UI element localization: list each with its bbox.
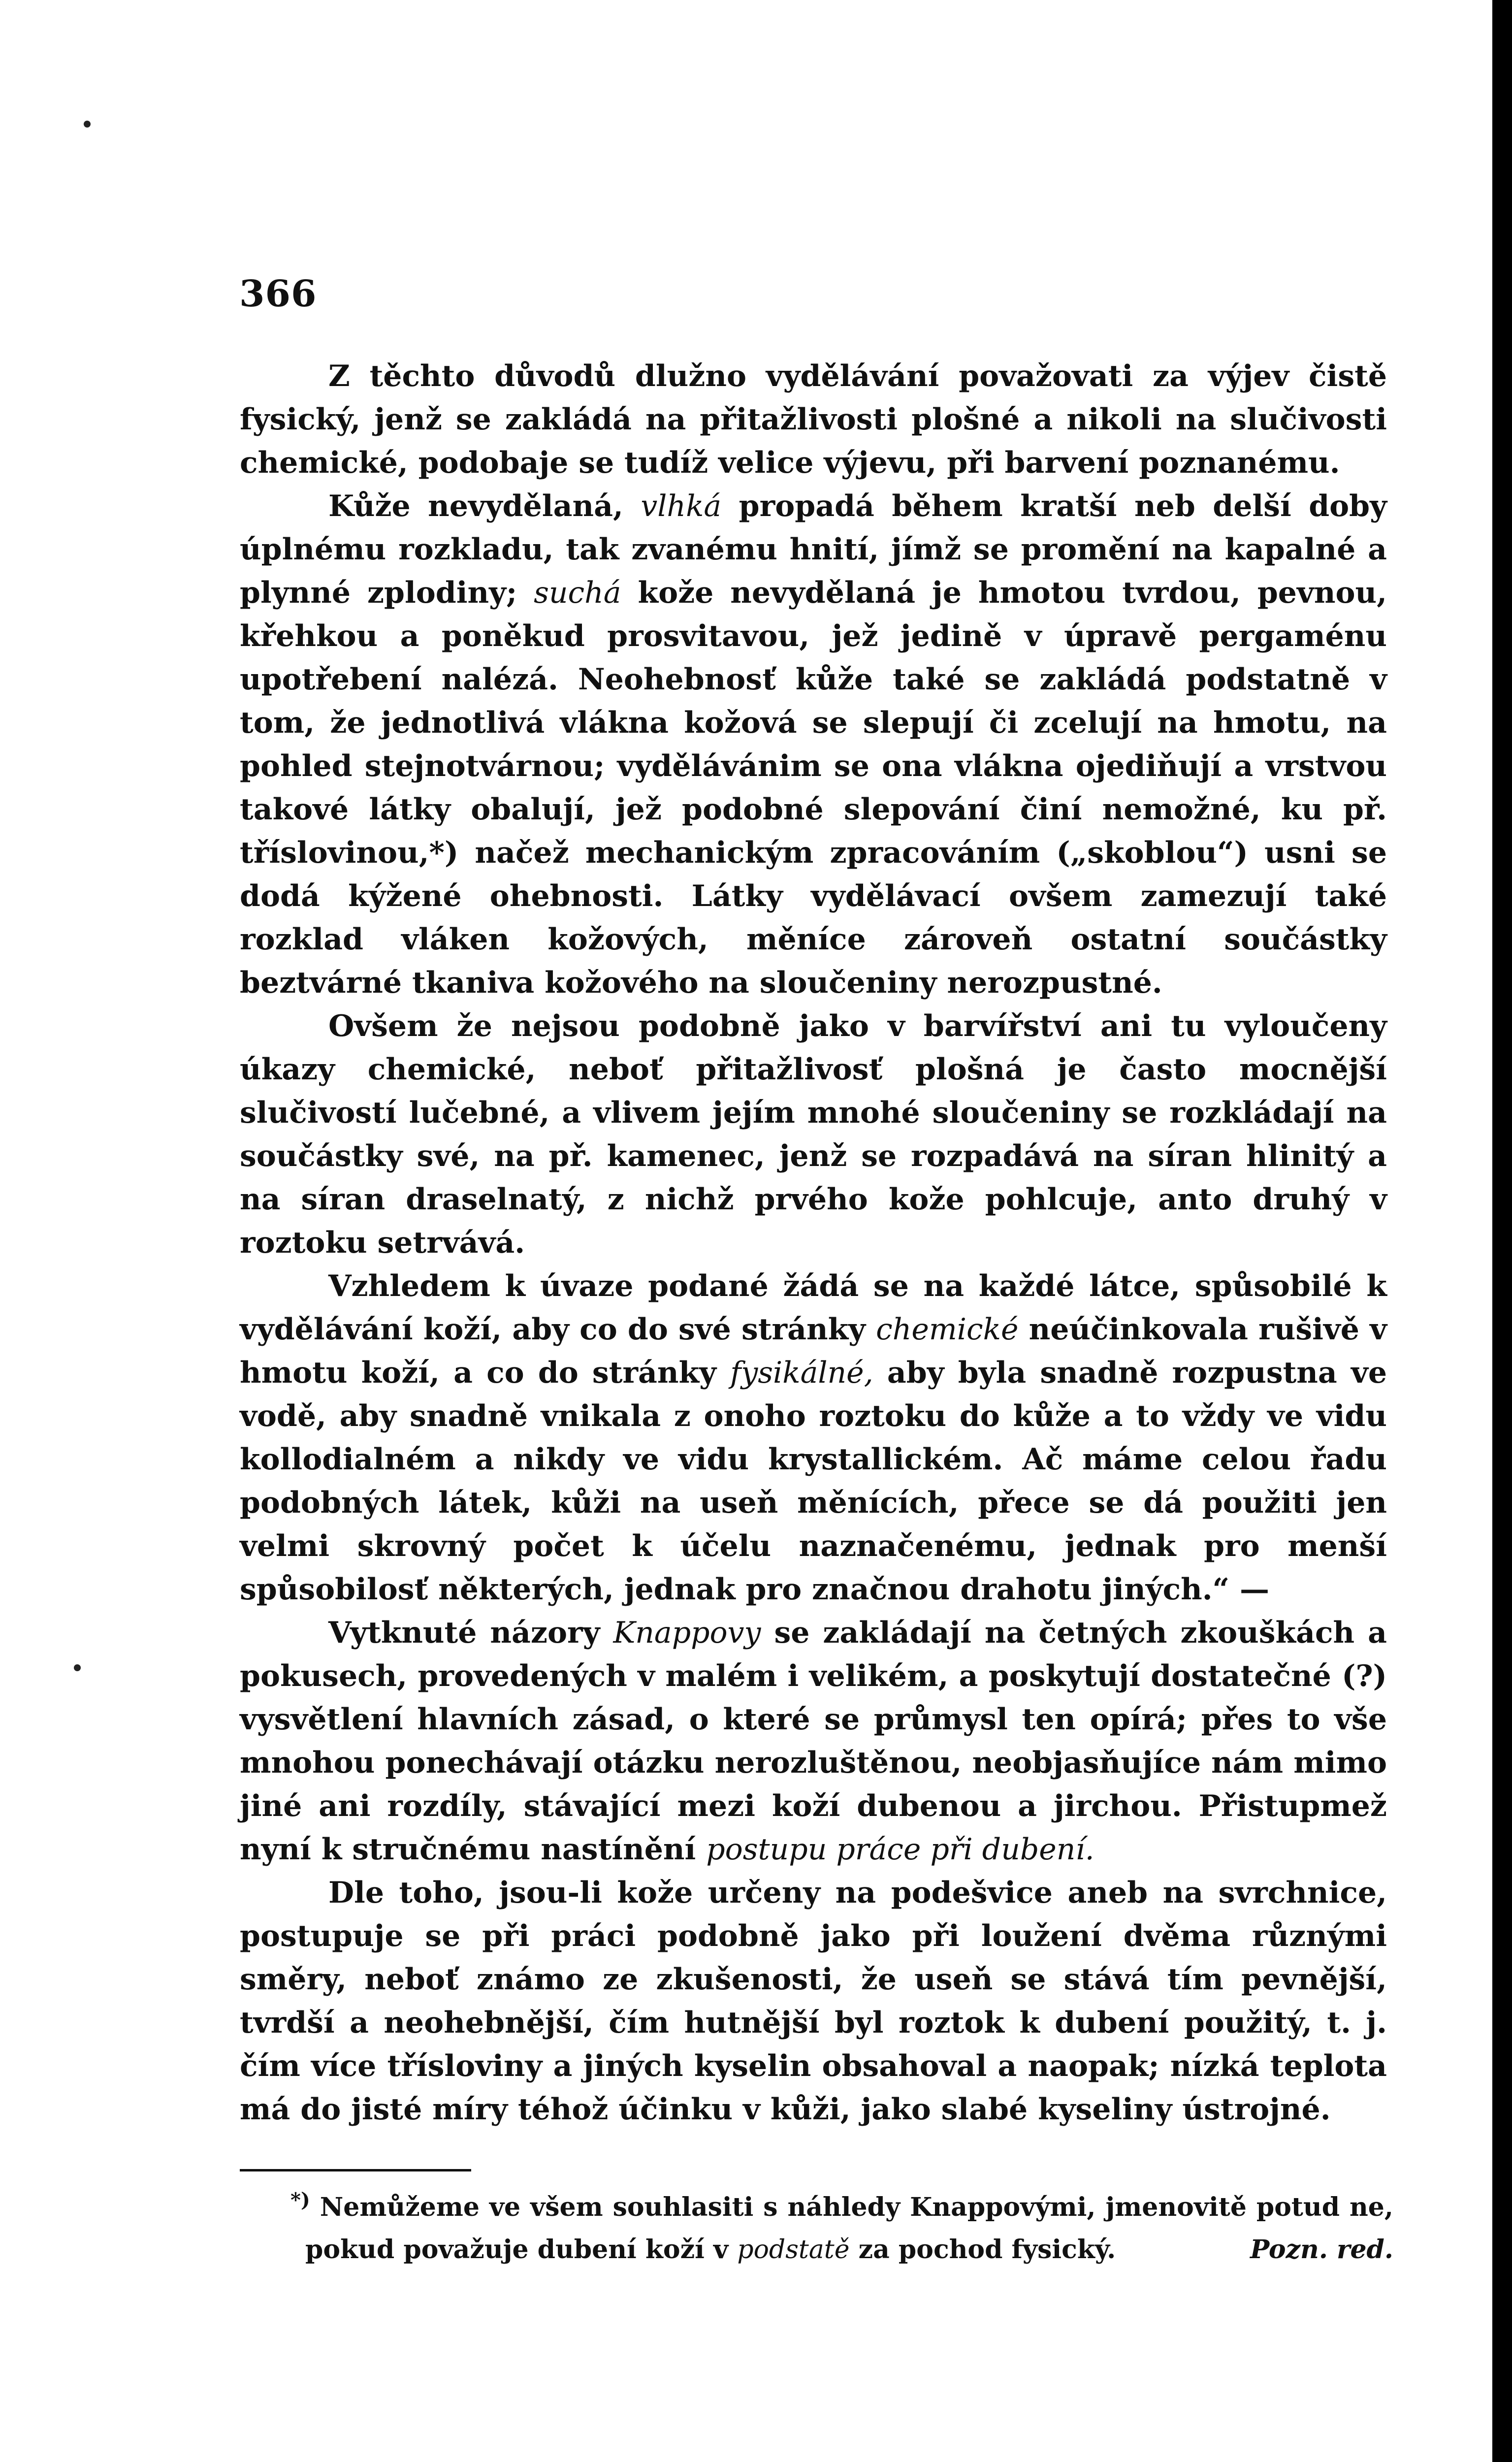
paragraph-text: Kůže nevydělaná, xyxy=(328,489,641,523)
footnote-marker: *) xyxy=(290,2188,310,2212)
paragraph-text: se zakládají na četných zkouškách a pokusech, provedených v malém i velikém, a poskytují dostatečné (?) vysvětlení hlavních zásad, o které se průmysl ten opírá; přes to vše mnohou ponechávají otázku nerozluštěnou, neobjasňujíce nám mimo jiné ani rozdíly, stávající mezi koží dubenou a jirchou. Přistupmež nyní k stručnému nastínění xyxy=(240,1616,1387,1867)
paragraph-3 xyxy=(240,1004,1387,1264)
paragraph-text: Vzhledem k úvaze podané žádá se na každé látce, spůsobilé k vydělávání koží, aby co do své stránky xyxy=(240,1269,1387,1347)
paragraph-5 xyxy=(240,1611,1387,1871)
scan-border xyxy=(1492,0,1512,2462)
paragraph-text: Ovšem že nejsou podobně jako v barvířství ani tu vyloučeny úkazy chemické, neboť přitažlivosť plošná je často mocnější slučivostí lučebné, a vlivem jejím mnohé sloučeniny se rozkládají na součástky své, na př. kamenec, jenž se rozpadává na síran hlinitý a na síran draselnatý, z nichž prvého kože pohlcuje, anto druhý v roztoku setrvává. xyxy=(240,1009,1387,1260)
paragraph-text: Z těchto důvodů dlužno vydělávání považovati za výjev čistě fysický, jenž se zakládá na přitažlivosti plošné a nikoli na slučivosti chemické, podobaje se tudíž velice výjevu, při barvení poznanému. xyxy=(240,359,1387,480)
emphasis-text: postupu práce při dubení. xyxy=(706,1832,1094,1867)
footnote-divider xyxy=(240,2169,471,2171)
paragraph-4 xyxy=(240,1264,1387,1611)
emphasis-text: fysikálné, xyxy=(730,1356,873,1390)
paragraph-6 xyxy=(240,1871,1387,2131)
paragraph-text: Dle toho, jsou-li kože určeny na podešvice aneb na svrchnice, postupuje se při práci podobně jako při loužení dvěma různými směry, neboť známo ze zkušenosti, že useň se stává tím pevnější, tvrdší a neohebnější, čím hutnější byl roztok k dubení použitý, t. j. čím více tříslоviny a jiných kyselin obsahoval a naopak; nízká teplota má do jisté míry téhož účinku v kůži, jako slabé kyseliny ústrojné. xyxy=(240,1876,1387,2127)
dust-speck xyxy=(74,1664,81,1671)
paragraph-text: neúčinkovala rušivě v hmotu koží, a co do stránky xyxy=(240,1312,1387,1390)
emphasis-text: Knappovy xyxy=(613,1616,761,1650)
paragraph-text: propadá během kratší neb delší doby úplnému rozkladu, tak zvanému hnití, jímž se promění na kapalné a plynné zplodiny; xyxy=(240,489,1387,610)
emphasis-text: suchá xyxy=(534,576,621,610)
emphasis-text: chemické xyxy=(876,1312,1019,1347)
emphasis-text: vlhká xyxy=(641,489,722,523)
paragraph-1 xyxy=(240,355,1387,485)
footnote-text: Nemůžeme ve všem souhlasiti s náhledy Knappovými, jmenovitě potud ne, pokud považuje dubení koží v xyxy=(305,2192,1393,2265)
paragraph-text: aby byla snadně rozpustna ve vodě, aby snadně vnikala z onoho roztoku do kůže a to vždy ve vidu kollodialném a nikdy ve vidu krystallickém. Ač máme celou řadu podobných látek, kůži na useň měnících, přece se dá použiti jen velmi skrovný počet k účelu naznačenému, jednak pro menší spůsobilosť některých, jednak pro značnou drahotu jiných.“ — xyxy=(240,1356,1387,1607)
footnote-emphasis: podstatě xyxy=(737,2235,850,2265)
dust-speck xyxy=(84,121,91,128)
paragraph-text: Vytknuté názory xyxy=(328,1616,613,1650)
paragraph-text: kože nevydělaná je hmotou tvrdou, pevnou, křehkou a poněkud prosvitavou, jež jedině v úpravě pergaménu upotřebení nalézá. Neohebnosť kůže také se zakládá podstatně v tom, že jednotlivá vlákna kožová se slepují či zcelují na hmotu, na pohled stejnotvárnou; vydělávánim se ona vlákna ojediňují a vrstvou takové látky obalují, jež podobné slepování činí nemožné, ku př. tříslovinou,*) načež mechanickým zpracováním („skoblou“) usni se dodá kýžené ohebnosti. Látky vydělávací ovšem zamezují také rozklad vláken kožových, měníce zároveň ostatní součástky beztvárné tkaniva kožového na sloučeniny nerozpustné. xyxy=(240,576,1387,1000)
paragraph-2 xyxy=(240,485,1387,1004)
footnote-text: za pochod fysický. xyxy=(849,2235,1116,2265)
page-number: 366 xyxy=(239,273,317,315)
main-text xyxy=(240,355,1387,2131)
footnote xyxy=(290,2186,1393,2271)
editor-note: Pozn. red. xyxy=(1250,2235,1393,2265)
